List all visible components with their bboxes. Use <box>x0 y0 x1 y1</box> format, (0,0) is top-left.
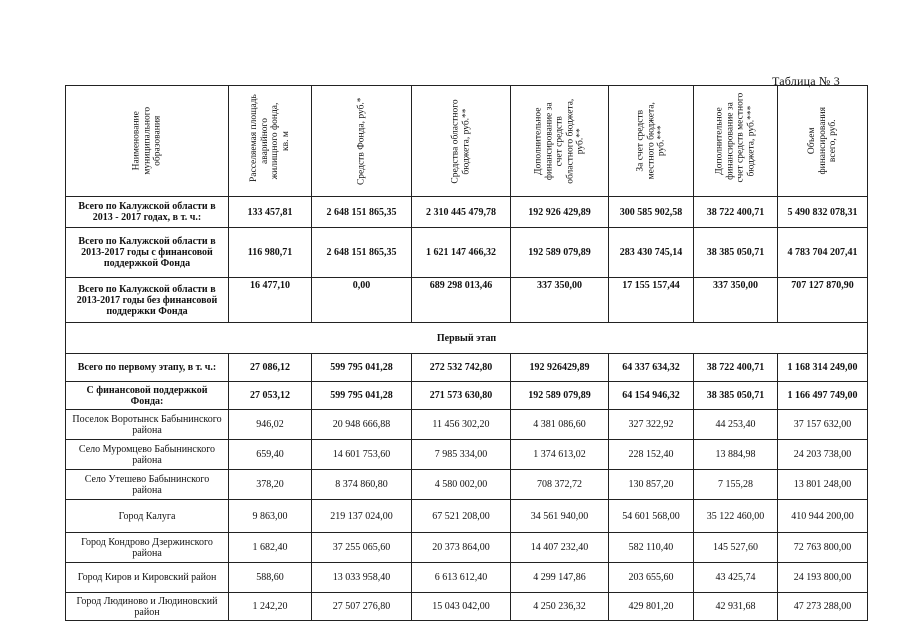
column-header-line: финансирования <box>817 107 828 175</box>
row-value: 946,02 <box>229 410 312 440</box>
column-header-line: финансирование за <box>543 102 554 180</box>
row-value: 64 154 946,32 <box>609 382 694 410</box>
row-value: 13 033 958,40 <box>312 563 412 593</box>
table-row <box>66 470 868 500</box>
row-value: 1 168 314 249,00 <box>778 354 868 382</box>
column-header-label <box>635 99 667 183</box>
row-value: 2 648 151 865,35 <box>312 197 412 228</box>
column-header-label <box>356 92 367 191</box>
table-row <box>66 533 868 563</box>
row-name: Село Утешево Бабынинского района <box>66 470 229 500</box>
row-value: 54 601 568,00 <box>609 500 694 533</box>
row-value: 67 521 208,00 <box>412 500 511 533</box>
row-value: 15 043 042,00 <box>412 593 511 621</box>
column-header-line: Дополнительное <box>714 107 725 175</box>
row-value: 659,40 <box>229 440 312 470</box>
row-value: 192 926429,89 <box>511 354 609 382</box>
column-header-line: образования <box>152 115 163 167</box>
table-row <box>66 278 868 323</box>
column-header-line: Объем <box>806 127 817 155</box>
row-value: 133 457,81 <box>229 197 312 228</box>
row-value: 192 589 079,89 <box>511 382 609 410</box>
row-value: 1 242,20 <box>229 593 312 621</box>
row-value: 1 166 497 749,00 <box>778 382 868 410</box>
row-value: 6 613 612,40 <box>412 563 511 593</box>
row-value: 8 374 860,80 <box>312 470 412 500</box>
row-value: 271 573 630,80 <box>412 382 511 410</box>
column-header-line: бюджета, руб.*** <box>746 105 756 177</box>
column-header-label <box>249 94 291 182</box>
row-value: 300 585 902,58 <box>609 197 694 228</box>
row-value: 38 722 400,71 <box>694 197 778 228</box>
row-name: Город Людиново и Людиновский район <box>66 593 229 621</box>
row-value: 192 589 079,89 <box>511 228 609 278</box>
row-name: Село Муромцево Бабынинского района <box>66 440 229 470</box>
column-header-line: аварийного <box>259 118 270 164</box>
row-value: 708 372,72 <box>511 470 609 500</box>
row-value: 38 722 400,71 <box>694 354 778 382</box>
row-value: 272 532 742,80 <box>412 354 511 382</box>
column-header-line: Расселяемая площадь <box>249 94 259 182</box>
table-caption: Таблица № 3 <box>772 74 840 88</box>
row-value: 34 561 940,00 <box>511 500 609 533</box>
column-header <box>609 86 694 197</box>
column-header <box>511 86 609 197</box>
row-value: 689 298 013,46 <box>412 278 511 323</box>
row-value: 4 250 236,32 <box>511 593 609 621</box>
row-value: 37 255 065,60 <box>312 533 412 563</box>
row-name: Всего по Калужской области в 2013-2017 годы без финансовой поддержки Фонда <box>66 278 229 323</box>
table-row <box>66 593 868 621</box>
column-header-line: бюджета, руб.** <box>461 107 471 175</box>
row-value: 429 801,20 <box>609 593 694 621</box>
stage-row <box>66 323 868 354</box>
column-header-line: счет средств местного <box>735 92 746 183</box>
row-value: 27 053,12 <box>229 382 312 410</box>
row-value: 24 193 800,00 <box>778 563 868 593</box>
table-row <box>66 382 868 410</box>
row-value: 72 763 800,00 <box>778 533 868 563</box>
column-header-line: За счет средств <box>635 110 646 172</box>
row-name: Поселок Воротынск Бабынинского района <box>66 410 229 440</box>
table-row <box>66 563 868 593</box>
row-value: 47 273 288,00 <box>778 593 868 621</box>
column-header <box>66 86 229 197</box>
row-value: 219 137 024,00 <box>312 500 412 533</box>
row-value: 7 985 334,00 <box>412 440 511 470</box>
row-name: Всего по Калужской области в 2013 - 2017 годах, в т. ч.: <box>66 197 229 228</box>
row-value: 130 857,20 <box>609 470 694 500</box>
row-value: 203 655,60 <box>609 563 694 593</box>
row-value: 145 527,60 <box>694 533 778 563</box>
row-value: 378,20 <box>229 470 312 500</box>
table-row <box>66 500 868 533</box>
row-value: 35 122 460,00 <box>694 500 778 533</box>
row-name: Всего по Калужской области в 2013-2017 годы с финансовой поддержкой Фонда <box>66 228 229 278</box>
row-value: 9 863,00 <box>229 500 312 533</box>
row-value: 24 203 738,00 <box>778 440 868 470</box>
row-value: 13 884,98 <box>694 440 778 470</box>
row-value: 44 253,40 <box>694 410 778 440</box>
column-header-label <box>451 92 472 190</box>
column-header <box>229 86 312 197</box>
row-value: 13 801 248,00 <box>778 470 868 500</box>
column-header <box>312 86 412 197</box>
row-value: 1 682,40 <box>229 533 312 563</box>
row-value: 16 477,10 <box>229 278 312 323</box>
row-value: 599 795 041,28 <box>312 382 412 410</box>
row-value: 588,60 <box>229 563 312 593</box>
column-header-label <box>533 93 586 190</box>
row-name: Всего по первому этапу, в т. ч.: <box>66 354 229 382</box>
row-value: 4 580 002,00 <box>412 470 511 500</box>
row-value: 707 127 870,90 <box>778 278 868 323</box>
row-name: Город Кондрово Дзержинского района <box>66 533 229 563</box>
row-value: 410 944 200,00 <box>778 500 868 533</box>
row-value: 14 407 232,40 <box>511 533 609 563</box>
column-header-line: муниципального <box>141 107 152 175</box>
row-value: 327 322,92 <box>609 410 694 440</box>
column-header-line: всего, руб. <box>827 119 838 163</box>
row-value: 228 152,40 <box>609 440 694 470</box>
column-header <box>412 86 511 197</box>
financing-table <box>65 85 868 621</box>
column-header-line: руб.*** <box>656 125 667 157</box>
column-header-line: кв. м <box>280 131 291 151</box>
column-header-line: областного бюджета, <box>564 98 575 184</box>
row-name: Город Киров и Кировский район <box>66 563 229 593</box>
row-value: 38 385 050,71 <box>694 382 778 410</box>
column-header-line: местного бюджета, <box>645 102 656 180</box>
row-value: 283 430 745,14 <box>609 228 694 278</box>
header-row <box>66 86 868 197</box>
row-value: 1 374 613,02 <box>511 440 609 470</box>
row-value: 27 507 276,80 <box>312 593 412 621</box>
table-row <box>66 410 868 440</box>
row-value: 337 350,00 <box>511 278 609 323</box>
row-value: 43 425,74 <box>694 563 778 593</box>
column-header-label <box>807 97 839 186</box>
row-value: 599 795 041,28 <box>312 354 412 382</box>
row-value: 5 490 832 078,31 <box>778 197 868 228</box>
column-header <box>694 86 778 197</box>
row-value: 64 337 634,32 <box>609 354 694 382</box>
column-header-line: счет средств <box>554 115 565 167</box>
column-header <box>778 86 868 197</box>
row-value: 4 783 704 207,41 <box>778 228 868 278</box>
row-value: 116 980,71 <box>229 228 312 278</box>
column-header-line: руб.** <box>575 128 586 154</box>
table-row <box>66 440 868 470</box>
column-header-label <box>714 92 757 183</box>
row-value: 20 373 864,00 <box>412 533 511 563</box>
column-header-line: жилищного фонда, <box>270 102 280 180</box>
row-value: 2 648 151 865,35 <box>312 228 412 278</box>
row-value: 37 157 632,00 <box>778 410 868 440</box>
column-header-line: Наименование <box>131 111 142 171</box>
column-header-line: Средства областного <box>450 98 461 184</box>
row-value: 2 310 445 479,78 <box>412 197 511 228</box>
row-value: 14 601 753,60 <box>312 440 412 470</box>
stage-label: Первый этап <box>66 323 868 354</box>
table-row <box>66 228 868 278</box>
row-value: 192 926 429,89 <box>511 197 609 228</box>
row-value: 11 456 302,20 <box>412 410 511 440</box>
table-row <box>66 354 868 382</box>
row-value: 1 621 147 466,32 <box>412 228 511 278</box>
row-value: 27 086,12 <box>229 354 312 382</box>
column-header-line: Дополнительное <box>533 107 544 175</box>
row-value: 42 931,68 <box>694 593 778 621</box>
row-name: Город Калуга <box>66 500 229 533</box>
column-header-line: Средств Фонда, руб.* <box>356 97 367 185</box>
row-value: 20 948 666,88 <box>312 410 412 440</box>
table-row <box>66 197 868 228</box>
row-value: 7 155,28 <box>694 470 778 500</box>
column-header-label <box>131 86 163 197</box>
row-value: 4 381 086,60 <box>511 410 609 440</box>
row-value: 17 155 157,44 <box>609 278 694 323</box>
row-value: 4 299 147,86 <box>511 563 609 593</box>
row-value: 38 385 050,71 <box>694 228 778 278</box>
column-header-line: финансирование за <box>725 102 735 180</box>
row-name: С финансовой поддержкой Фонда: <box>66 382 229 410</box>
row-value: 0,00 <box>312 278 412 323</box>
row-value: 337 350,00 <box>694 278 778 323</box>
row-value: 582 110,40 <box>609 533 694 563</box>
